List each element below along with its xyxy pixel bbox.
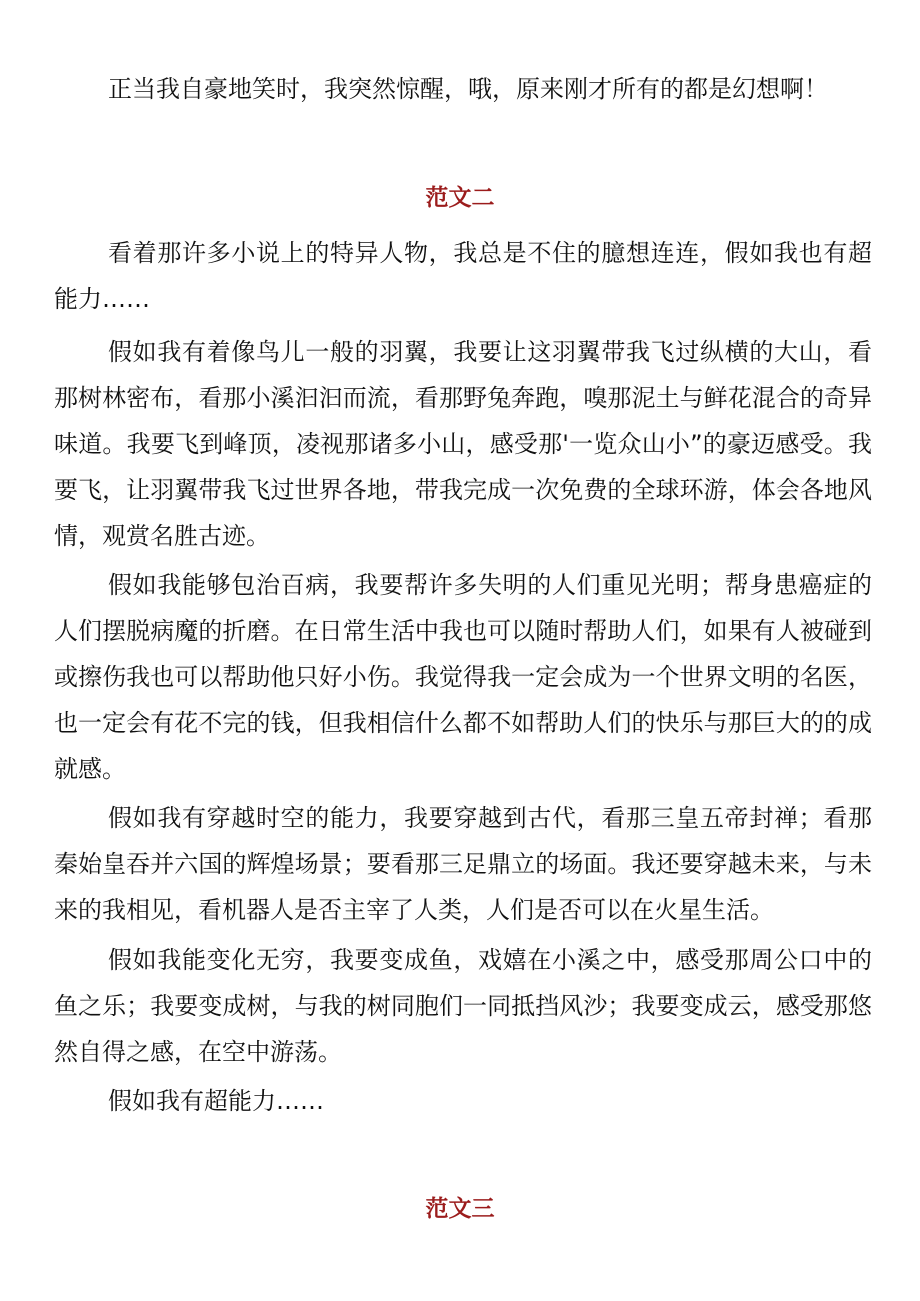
section-two-paragraph-2: 假如我有着像鸟儿一般的羽翼，我要让这羽翼带我飞过纵横的大山，看那树林密布，看那小溪汩汩而流，看那野兔奔跑，嗅那泥土与鲜花混合的奇异味道。我要飞到峰顶，凌视那诸多小山，感受那'一览众山小”的豪迈感受。我要飞，让羽翼带我飞过世界各地，带我完成一次免费的全球环游，体会各地风情，观赏名胜古迹。 xyxy=(54,338,872,550)
section-two-paragraph-4: 假如我有穿越时空的能力，我要穿越到古代，看那三皇五帝封禅；看那秦始皇吞并六国的辉煌场景；要看那三足鼎立的场面。我还要穿越未来，与未来的我相见，看机器人是否主宰了人类，人们是否可以在火星生活。 xyxy=(54,804,872,924)
section-two-paragraph-3: 假如我能够包治百病，我要帮许多失明的人们重见光明；帮身患癌症的人们摆脱病魔的折磨。在日常生活中我也可以随时帮助人们，如果有人被碰到或擦伤我也可以帮助他只好小伤。我觉得我一定会成为一个世界文明的名医，也一定会有花不完的钱，但我相信什么都不如帮助人们的快乐与那巨大的的成就感。 xyxy=(54,571,872,783)
section-two-title: 范文二 xyxy=(425,185,495,211)
section-two-paragraph-5: 假如我能变化无穷，我要变成鱼，戏嬉在小溪之中，感受那周公口中的鱼之乐；我要变成树，与我的树同胞们一同抵挡风沙；我要变成云，感受那悠然自得之感，在空中游荡。 xyxy=(54,946,872,1066)
section-two-paragraph-6: 假如我有超能力…… xyxy=(108,1087,324,1115)
intro-paragraph: 正当我自豪地笑时，我突然惊醒，哦，原来刚才所有的都是幻想啊！ xyxy=(108,75,828,103)
section-three-title: 范文三 xyxy=(425,1196,495,1222)
section-two-paragraph-1: 看着那许多小说上的特异人物，我总是不住的臆想连连，假如我也有超能力…… xyxy=(54,239,872,313)
